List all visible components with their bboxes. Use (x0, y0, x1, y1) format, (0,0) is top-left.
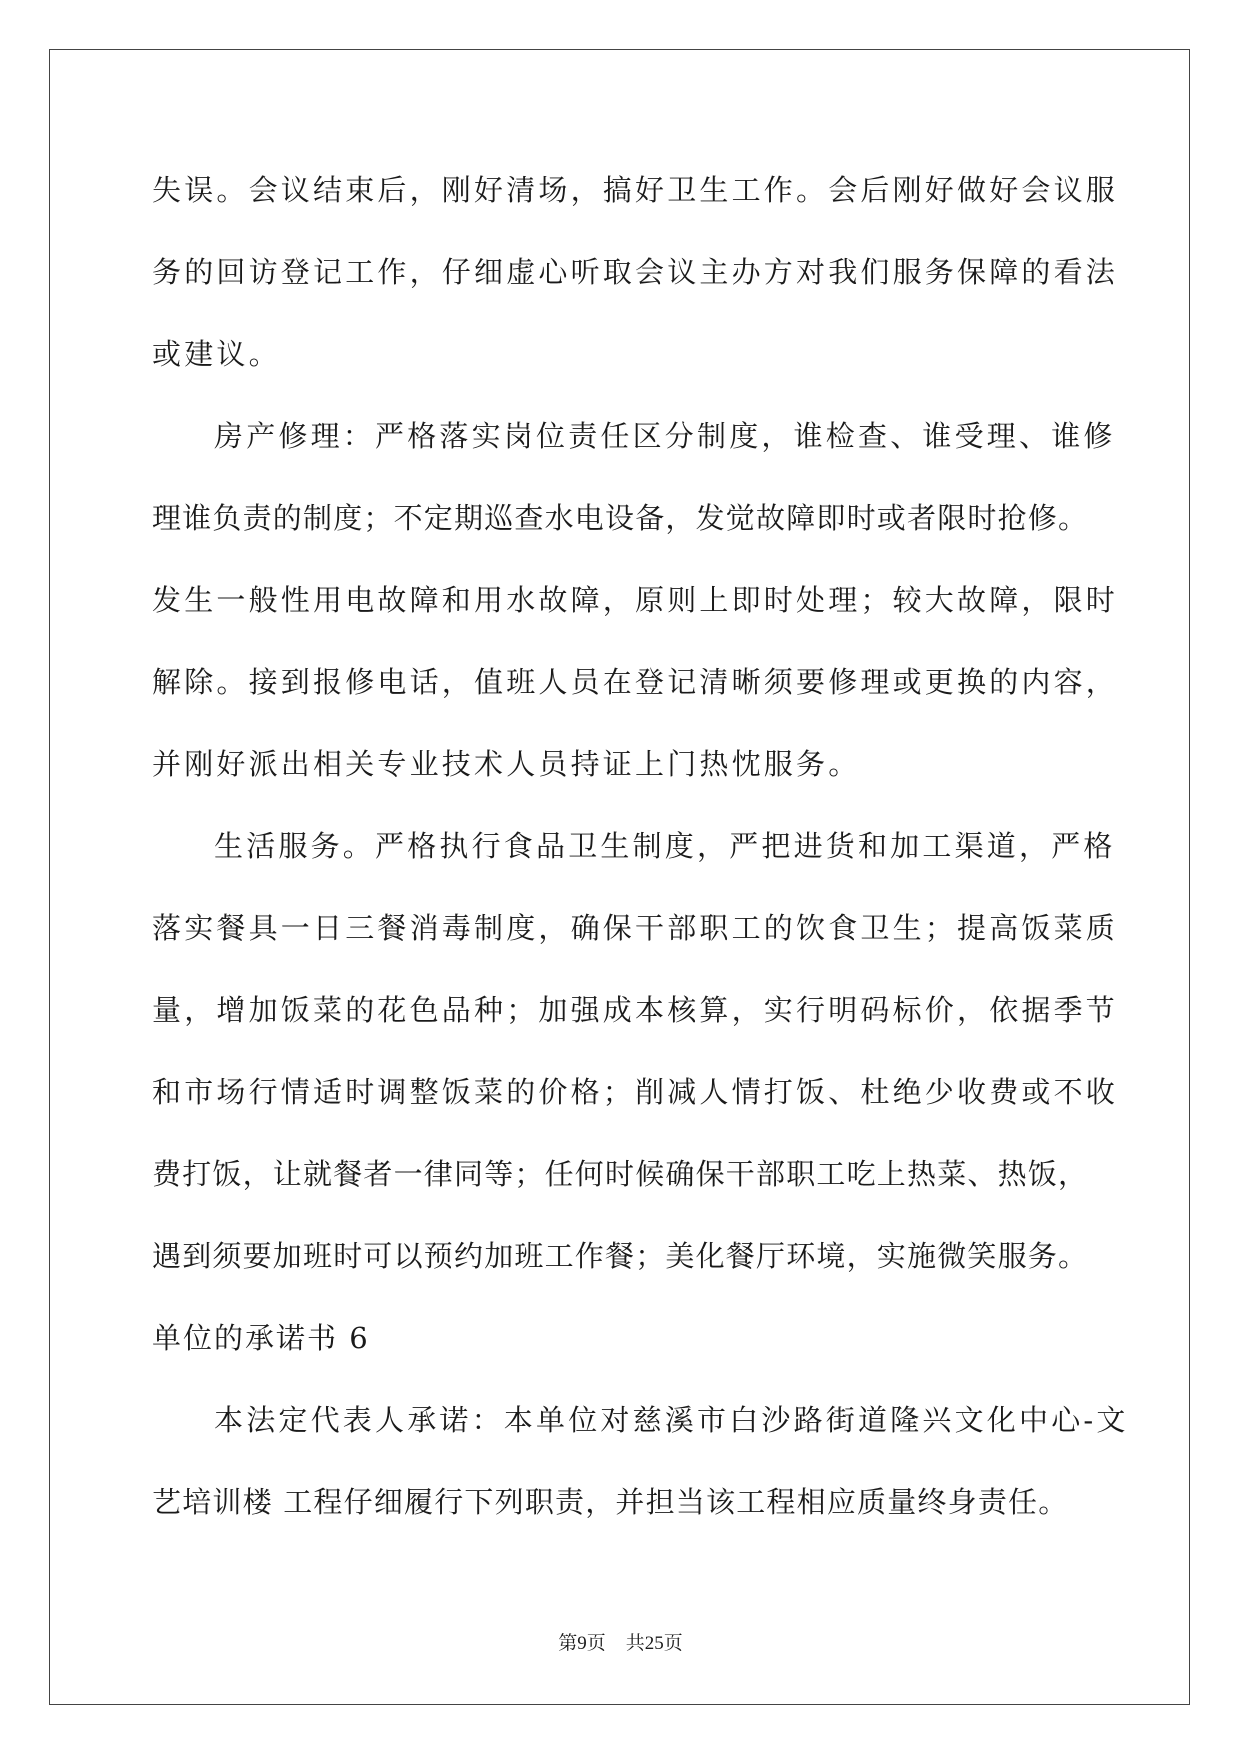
text-line-1: 失误。会议结束后，刚好清场，搞好卫生工作。会后刚好做好会议服 (152, 173, 1119, 207)
text-line-13: 费打饭，让就餐者一律同等；任何时候确保干部职工吃上热菜、热饭， (152, 1157, 1089, 1191)
total-prefix: 共 (625, 1632, 645, 1654)
text-line-2: 务的回访登记工作，仔细虚心听取会议主办方对我们服务保障的看法 (152, 255, 1119, 289)
section-heading: 单位的承诺书 6 (152, 1321, 370, 1355)
text-line-6: 发生一般性用电故障和用水故障，原则上即时处理；较大故障，限时 (152, 583, 1119, 617)
text-line-3: 或建议。 (152, 337, 281, 371)
text-line-17: 艺培训楼 工程仔细履行下列职责，并担当该工程相应质量终身责任。 (152, 1485, 1069, 1519)
text-line-14: 遇到须要加班时可以预约加班工作餐；美化餐厅环境，实施微笑服务。 (152, 1239, 1089, 1273)
text-line-16: 本法定代表人承诺：本单位对慈溪市白沙路街道隆兴文化中心-文 (214, 1403, 1129, 1437)
text-line-8: 并刚好派出相关专业技术人员持证上门热忱服务。 (152, 747, 861, 781)
page-suffix: 页 (586, 1632, 606, 1654)
text-line-9: 生活服务。严格执行食品卫生制度，严把进货和加工渠道，严格 (214, 829, 1116, 863)
page-prefix: 第 (558, 1632, 578, 1654)
text-line-11: 量，增加饭菜的花色品种；加强成本核算，实行明码标价，依据季节 (152, 993, 1119, 1027)
total-suffix: 页 (663, 1632, 683, 1654)
text-line-4: 房产修理：严格落实岗位责任区分制度，谁检查、谁受理、谁修 (214, 419, 1116, 453)
text-line-7: 解除。接到报修电话，值班人员在登记清晰须要修理或更换的内容， (152, 665, 1119, 699)
page-number: 9 (577, 1633, 587, 1654)
document-body (152, 160, 1129, 1554)
total-pages: 25 (644, 1633, 664, 1654)
text-line-5: 理谁负责的制度；不定期巡查水电设备，发觉故障即时或者限时抢修。 (152, 501, 1089, 535)
page-footer (0, 1628, 1241, 1655)
text-line-12: 和市场行情适时调整饭菜的价格；削减人情打饭、杜绝少收费或不收 (152, 1075, 1119, 1109)
text-line-10: 落实餐具一日三餐消毒制度，确保干部职工的饮食卫生；提高饭菜质 (152, 911, 1119, 945)
